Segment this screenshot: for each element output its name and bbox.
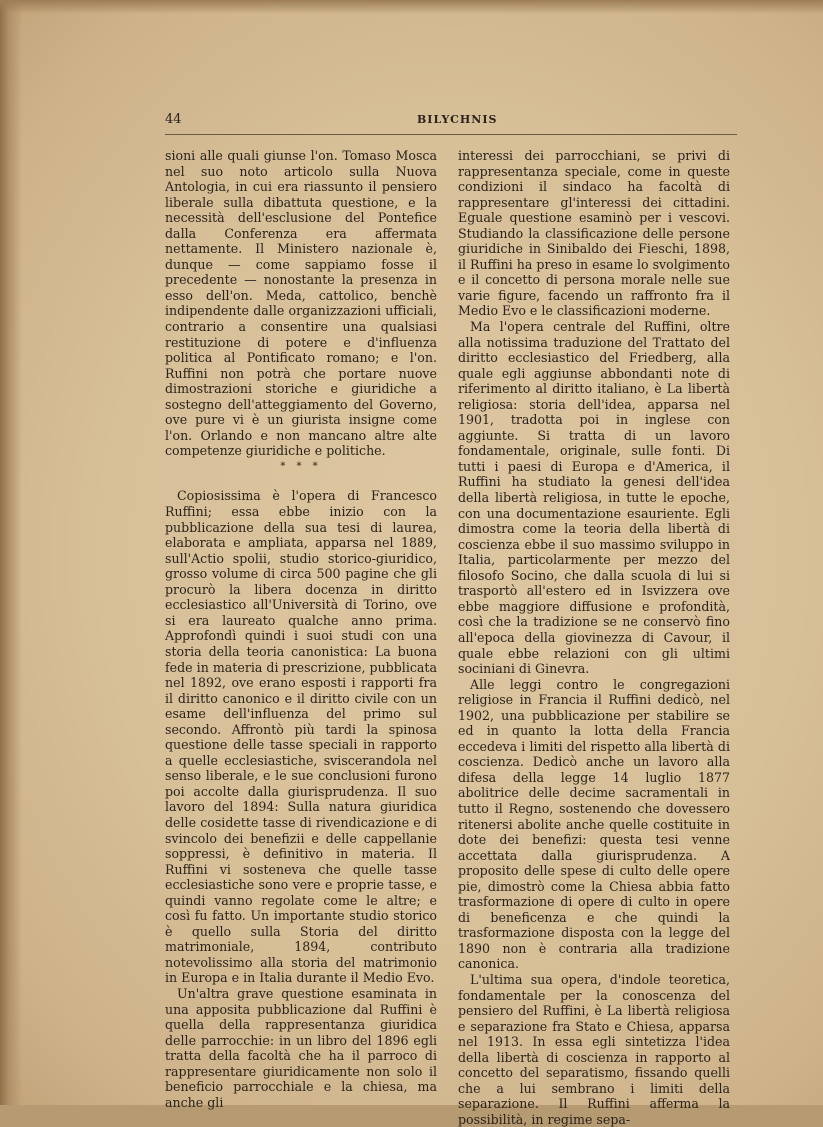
running-title: BILYCHNIS — [417, 113, 498, 126]
page-spine-shadow — [0, 0, 22, 1105]
right-column — [458, 148, 730, 1127]
right-paragraph-2: Ma l'opera centrale del Ruffini, oltre alla notissima traduzione del Trattato del diritto ecclesiastico del Friedberg, alla quale egli aggiunse abbondanti note di riferimento al diritto italiano, è La libertà religiosa: storia dell'idea, apparsa nel 1901, tradotta poi in inglese con aggiunte. Si tratta di un lavoro fondamentale, originale, sulle fonti. Di tutti i paesi di Europa e d'America, il Ruffini ha studiato la genesi dell'idea della libertà religiosa, in tutte le epoche, con una documentazione esauriente. Egli dimostra come la teoria della libertà di coscienza ebbe il suo massimo sviluppo in Italia, particolarmente per mezzo del filosofo Socino, che dalla scuola di lui si trasportò all'estero ed in Isvizzera ove ebbe maggiore diffusione e profondità, così che la tradizione se ne conservò fino all'epoca della giovinezza di Cavour, il quale ebbe relazioni con gli ultimi sociniani di Ginevra. — [458, 319, 730, 677]
right-paragraph-1: interessi dei parrocchiani, se privi di rappresentanza speciale, come in queste condizioni il sindaco ha facoltà di rappresentare gl'interessi dei cittadini. Eguale questione esaminò per i vescovi. Studiando la classificazione delle persone giuridiche in Sinibaldo dei Fieschi, 1898, il Ruffini ha preso in esame lo svolgimento e il concetto di persona morale nelle sue varie figure, facendo un raffronto fra il Medio Evo e le classificazioni moderne. — [458, 148, 730, 319]
left-paragraph-2: Copiosissima è l'opera di Francesco Ruffini; essa ebbe inizio con la pubblicazione della sua tesi di laurea, elaborata e ampliata, apparsa nel 1889, sull'Actio spolii, studio storico-giuridico, grosso volume di circa 500 pagine che gli procurò la libera docenza in diritto ecclesiastico all'Università di Torino, ove si era laureato qualche anno prima. Approfondì quindi i suoi studi con una storia della teoria canonistica: La buona fede in materia di prescrizione, pubblicata nel 1892, ove erano esposti i rapporti fra il diritto canonico e il diritto civile con un esame dell'influenza del primo sul secondo. Affrontò più tardi la spinosa questione delle tasse speciali in rapporto a quelle ecclesiastiche, sviscerandola nel senso liberale, e le sue conclusioni furono poi accolte dalla giurisprudenza. Il suo lavoro del 1894: Sulla natura giuridica delle cosidette tasse di rivendicazione e di svincolo dei benefizii e delle cappellanie soppressi, è definitivo in materia. Il Ruffini vi sosteneva che quelle tasse ecclesiastiche sono vere e proprie tasse, e quindi vanno regolate come le altre; e così fu fatto. Un importante studio storico è quello sulla Storia del diritto matrimoniale, 1894, contributo notevolissimo alla storia del matrimonio in Europa e in Italia durante il Medio Evo. — [165, 488, 437, 986]
section-separator: * * * — [280, 460, 322, 472]
section-gap — [165, 474, 437, 488]
left-paragraph-1: sioni alle quali giunse l'on. Tomaso Mosca nel suo noto articolo sulla Nuova Antologia, in cui era riassunto il pensiero liberale sulla dibattuta questione, e la necessità dell'esclusione del Pontefice dalla Conferenza era affermata nettamente. Il Ministero nazionale è, dunque — come sappiamo fosse il precedente — nonostante la presenza in esso dell'on. Meda, cattolico, benchè indipendente dalle organizzazioni ufficiali, contrario a consentire una qualsiasi restituzione di potere e d'influenza politica al Pontificato romano; e l'on. Ruffini non potrà che portare nuove dimostrazioni storiche e giuridiche a sostegno dell'atteggiamento del Governo, ove pure vi è un giurista insigne come l'on. Orlando e non mancano altre alte competenze giuridiche e politiche. — [165, 148, 437, 459]
running-header — [165, 110, 737, 135]
left-column — [165, 148, 437, 1110]
right-paragraph-4: L'ultima sua opera, d'indole teoretica, fondamentale per la conoscenza del pensiero del Ruffini, è La libertà religiosa e separazione fra Stato e Chiesa, apparsa nel 1913. In essa egli sintetizza l'idea della libertà di coscienza in rapporto al concetto del separatismo, fissando quelli che a lui sembrano i limiti della separazione. Il Ruffini afferma la possibilità, in regime sepa- — [458, 971, 730, 1127]
page-top-edge — [0, 0, 823, 14]
left-paragraph-3: Un'altra grave questione esaminata in una apposita pubblicazione dal Ruffini è quella della rappresentanza giuridica delle parrocchie: in un libro del 1896 egli tratta della facoltà che ha il parroco di rappresentare giuridicamente non solo il beneficio parrocchiale e la chiesa, ma anche gli — [165, 985, 437, 1110]
right-paragraph-3: Alle leggi contro le congregazioni religiose in Francia il Ruffini dedicò, nel 1902, una pubblicazione per stabilire se ed in quanto la lotta della Francia eccedeva i limiti del rispetto alla libertà di coscienza. Dedicò anche un lavoro alla difesa della legge 14 luglio 1877 abolitrice delle decime sacramentali in tutto il Regno, sostenendo che dovessero ritenersi abolite anche quelle costituite in dote dei benefizi: questa tesi venne accettata dalla giurisprudenza. A proposito delle spese di culto delle opere pie, dimostrò come la Chiesa abbia fatto trasformazione di opere di culto in opere di beneficenza e che quindi la trasformazione disposta con la legge del 1890 non è contraria alla tradizione canonica. — [458, 676, 730, 972]
page-number: 44 — [165, 112, 182, 127]
